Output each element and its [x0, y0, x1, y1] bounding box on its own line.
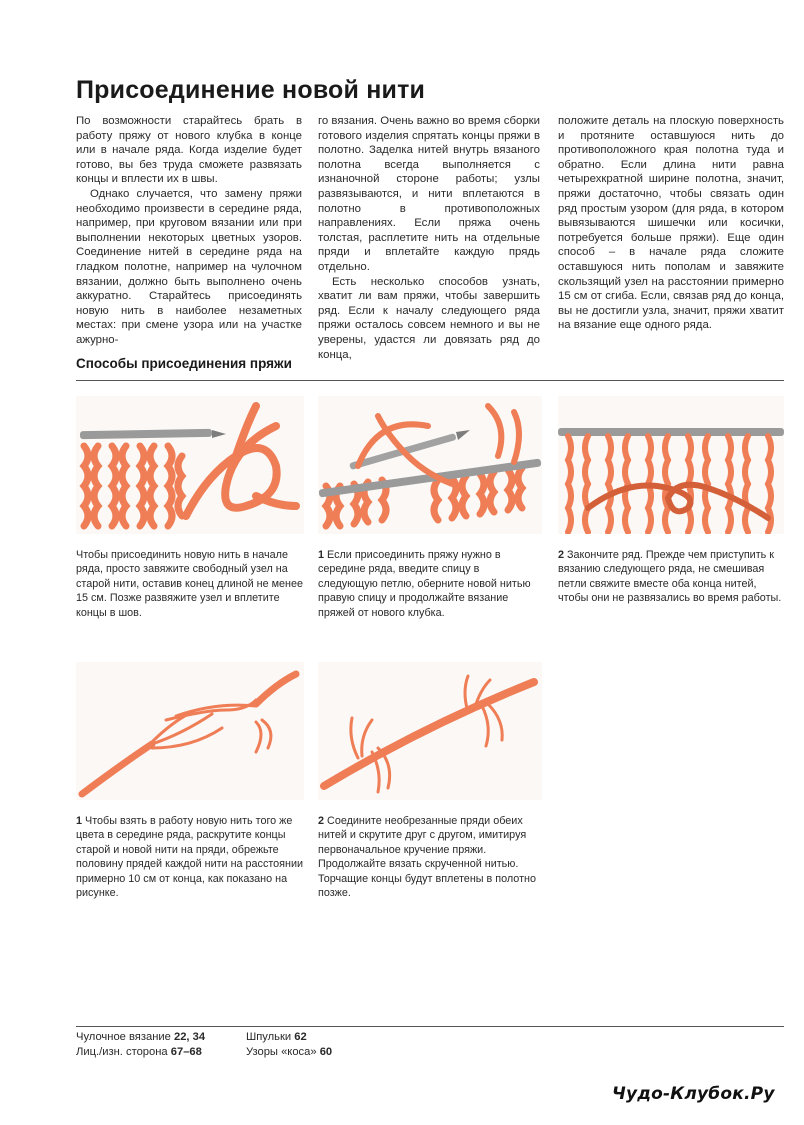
section-divider — [76, 380, 784, 381]
illustration-untwist-strands — [76, 662, 304, 800]
illustration-knot-row-start — [76, 396, 304, 534]
caption-c: 2 Закончите ряд. Прежде чем приступить к вязанию следующего ряда, не смешивая петли свяжите вместе оба конца нитей, чтобы они не развязались во время работы. — [558, 549, 782, 605]
illustration-wrap-mid-row — [318, 396, 542, 534]
section-title: Способы присоединения пряжи — [76, 356, 292, 371]
intro-paragraph: Есть несколько способов узнать, хватит ли вам пряжи, чтобы завершить ряд. Если к началу следующего ряда пряжи осталось совсем немного и вы не уверены, удастся ли довязать ряд до конца, — [318, 275, 540, 361]
intro-column-1 — [76, 114, 302, 348]
crossref-item: Узоры «коса» 60 — [246, 1045, 333, 1058]
yarn-strands-icon — [76, 662, 304, 800]
knitting-fabric-icon — [76, 396, 304, 534]
intro-column-3 — [558, 114, 784, 333]
caption-d: 1 Чтобы взять в работу новую нить того же цвета в середине ряда, раскрутите концы старой и новой нити на пряди, обрежьте половину прядей каждой нити на расстоянии примерно 10 см от конца, как показано на рисунке. — [76, 815, 304, 900]
page-title: Присоединение новой нити — [76, 76, 426, 104]
illustration-twist-together — [318, 662, 542, 800]
crossref-item: Шпульки 62 — [246, 1031, 307, 1043]
crossref-item: Чулочное вязание 22, 34 — [76, 1031, 206, 1043]
footer-crossref-left — [76, 1030, 205, 1059]
intro-paragraph: го вязания. Очень важно во время сборки готового изделия спрятать концы пряжи в полотно. Заделка нитей внутрь вязаного полотна всегда выполняется с изнаночной стороне работы; узлы развязываются, и нити вплетаются в полотно в противоположных направлениях. Если пряжа очень толстая, расплетите нить на отдельные пряди и вплетайте каждую прядь отдельно. — [318, 115, 540, 273]
caption-b: 1 Если присоединить пряжу нужно в середине ряда, введите спицу в следующую петлю, оберните новой нитью правую спицу и продолжайте вязание пряжей от нового клубка. — [318, 549, 531, 619]
intro-paragraph: По возможности старайтесь брать в работу пряжу от нового клубка в конце или в начале ряда. Когда изделие будет готово, вы без труда сможете развязать концы и вплести их в швы. — [76, 115, 302, 186]
knot-icon — [558, 396, 784, 534]
intro-paragraph: Однако случается, что замену пряжи необходимо произвести в середине ряда, например, при круговом вязании или при выполнении некоторых цветных узоров. Соединение нитей в середине ряда на гладком полотне, например на чулочном вязании, должно быть выполнено очень аккуратно. Старайтесь присоединять новую нить в наиболее незаметных местах: при смене узора или на участке ажурно- — [76, 187, 302, 346]
site-watermark: Чудо-Клубок.Ру — [612, 1084, 775, 1104]
caption-a: Чтобы присоединить новую нить в начале ряда, просто завяжите свободный узел на старой нити, оставив конец длиной не менее 15 см. Позже развяжите узел и вплетите концы в шов. — [76, 549, 303, 619]
crossref-item: Лиц./изн. сторона 67–68 — [76, 1045, 202, 1058]
knitting-needles-icon — [318, 396, 542, 534]
caption-e: 2 Соедините необрезанные пряди обеих нитей и скрутите друг с другом, имитируя первоначальное кручение пряжи. Продолжайте вязать скрученной нитью. Торчащие концы будут вплетены в полотно позже. — [318, 815, 536, 900]
intro-column-2 — [318, 114, 540, 362]
footer-divider — [76, 1026, 784, 1027]
illustration-tie-ends — [558, 396, 784, 534]
footer-crossref-right — [246, 1030, 332, 1059]
twisted-yarn-icon — [318, 662, 542, 800]
intro-paragraph: положите деталь на плоскую поверхность и протяните оставшуюся нить до противоположного края полотна туда и обратно. Если длина нити равна четырехкратной ширине полотна, значит, пряжи достаточно, чтобы связать один ряд простым узором (для ряда, в котором вывязываются шишечки или косички, потребуется больше пряжи). Еще один способ – в начале ряда сложите оставшуюся нить пополам и завяжите скользящий узел на расстоянии примерно 15 см от сгиба. Если, связав ряд до конца, вы не достигли узла, значит, пряжи хватит на вязание еще одного ряда. — [558, 115, 784, 332]
